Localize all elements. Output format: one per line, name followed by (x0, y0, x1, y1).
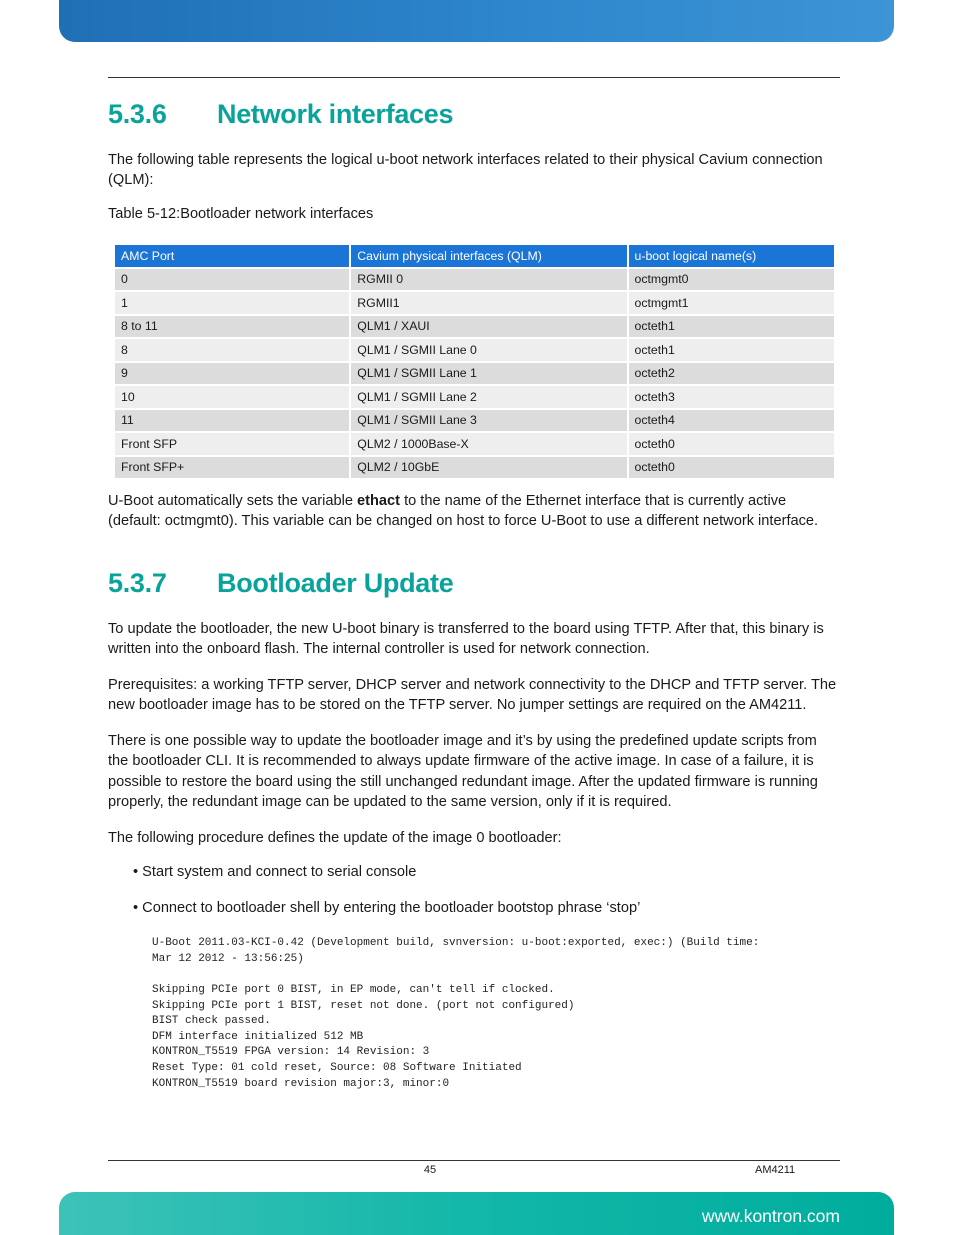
console-line: Skipping PCIe port 1 BIST, reset not done. (port not configured) (152, 1000, 575, 1012)
cell-amc-port: 8 to 11 (115, 316, 349, 338)
console-line: Reset Type: 01 cold reset, Source: 08 Software Initiated (152, 1062, 522, 1074)
cell-cavium: QLM2 / 1000Base-X (351, 433, 626, 455)
cell-uboot: octeth0 (629, 457, 834, 479)
console-line: Skipping PCIe port 0 BIST, in EP mode, can't tell if clocked. (152, 984, 555, 996)
body-paragraph: The following procedure defines the update of the image 0 bootloader: (108, 830, 562, 846)
header-amc-port: AMC Port (115, 245, 349, 267)
cell-amc-port: Front SFP (115, 433, 349, 455)
table-row (115, 316, 834, 338)
section-number: 5.3.7 (108, 568, 167, 598)
table-caption: Table 5-12:Bootloader network interfaces (108, 206, 374, 222)
cell-cavium: QLM1 / SGMII Lane 1 (351, 363, 626, 385)
cell-uboot: octeth0 (629, 433, 834, 455)
ethact-text-before: U-Boot automatically sets the variable (108, 493, 358, 509)
cell-uboot: octeth2 (629, 363, 834, 385)
table-row (115, 269, 834, 291)
page-number: 45 (423, 1164, 437, 1176)
body-paragraph: There is one possible way to update the bootloader image and it’s by using the predefined update scripts from the bootloader CLI. It is recommended to always update firmware of the active image. In case of a failure, it is possible to restore the board using the still unchanged redundant image. After the updated firmware is running properly, the redundant image can be updated to the same version, only if it is required. (108, 733, 818, 810)
cell-cavium: QLM1 / SGMII Lane 3 (351, 410, 626, 432)
footer-band (59, 1192, 894, 1235)
cell-cavium: QLM1 / XAUI (351, 316, 626, 338)
section-title: Bootloader Update (217, 568, 454, 598)
cell-uboot: octmgmt0 (629, 269, 834, 291)
cell-amc-port: Front SFP+ (115, 457, 349, 479)
console-line: Mar 12 2012 - 13:56:25) (152, 953, 304, 965)
website-link[interactable]: www.kontron.com (701, 1206, 840, 1226)
section-heading-bootloader-update (108, 568, 453, 599)
cell-cavium: RGMII 0 (351, 269, 626, 291)
console-line: DFM interface initialized 512 MB (152, 1031, 364, 1043)
section-title: Network interfaces (217, 99, 454, 129)
cell-cavium: QLM1 / SGMII Lane 0 (351, 339, 626, 361)
intro-paragraph: The following table represents the logical u-boot network interfaces related to their physical Cavium connection (QLM): (108, 152, 823, 189)
table-row (115, 457, 834, 479)
cell-amc-port: 11 (115, 410, 349, 432)
console-line: KONTRON_T5519 board revision major:3, minor:0 (152, 1078, 450, 1090)
section-heading-network-interfaces (108, 99, 453, 130)
table-row (115, 292, 834, 314)
cell-uboot: octeth1 (629, 316, 834, 338)
table-row (115, 433, 834, 455)
cell-amc-port: 0 (115, 269, 349, 291)
table-row (115, 410, 834, 432)
cell-uboot: octeth4 (629, 410, 834, 432)
ethact-paragraph (108, 491, 840, 532)
console-line: KONTRON_T5519 FPGA version: 14 Revision: 3 (152, 1046, 430, 1058)
header-cavium-interfaces: Cavium physical interfaces (QLM) (351, 245, 626, 267)
network-interfaces-table (113, 243, 836, 480)
product-name: AM4211 (755, 1164, 796, 1176)
header-band (59, 0, 894, 42)
cell-cavium: RGMII1 (351, 292, 626, 314)
cell-amc-port: 10 (115, 386, 349, 408)
cell-uboot: octeth3 (629, 386, 834, 408)
table-row (115, 339, 834, 361)
section-number: 5.3.6 (108, 99, 167, 129)
body-paragraph: Prerequisites: a working TFTP server, DHCP server and network connectivity to the DHCP and TFTP server. The new bootloader image has to be stored on the TFTP server. No jumper settings are required on the AM4211. (108, 677, 837, 714)
cell-uboot: octeth1 (629, 339, 834, 361)
header-rule (108, 77, 840, 78)
cell-amc-port: 1 (115, 292, 349, 314)
cell-cavium: QLM2 / 10GbE (351, 457, 626, 479)
ethact-variable: ethact (357, 493, 401, 509)
console-line: BIST check passed. (152, 1015, 271, 1027)
cell-cavium: QLM1 / SGMII Lane 2 (351, 386, 626, 408)
cell-amc-port: 9 (115, 363, 349, 385)
table-row (115, 386, 834, 408)
ethact-text-after: to the name of the Ethernet interface that is currently active (default: octmgmt0). This variable can be changed on host to force U-Boot to use a different network interface. (108, 493, 819, 530)
list-item: • Connect to bootloader shell by entering the bootloader bootstop phrase ‘stop’ (133, 900, 641, 916)
header-uboot-names: u-boot logical name(s) (629, 245, 834, 267)
table-header-row (115, 245, 834, 267)
cell-uboot: octmgmt1 (629, 292, 834, 314)
console-line: U-Boot 2011.03-KCI-0.42 (Development build, svnversion: u-boot:exported, exec:) (Build time: (152, 937, 760, 949)
footer-rule (108, 1160, 840, 1161)
table-row (115, 363, 834, 385)
list-item: • Start system and connect to serial console (133, 864, 417, 880)
cell-amc-port: 8 (115, 339, 349, 361)
body-paragraph: To update the bootloader, the new U-boot binary is transferred to the board using TFTP. After that, this binary is written into the onboard flash. The internal controller is used for network connection. (108, 621, 824, 658)
